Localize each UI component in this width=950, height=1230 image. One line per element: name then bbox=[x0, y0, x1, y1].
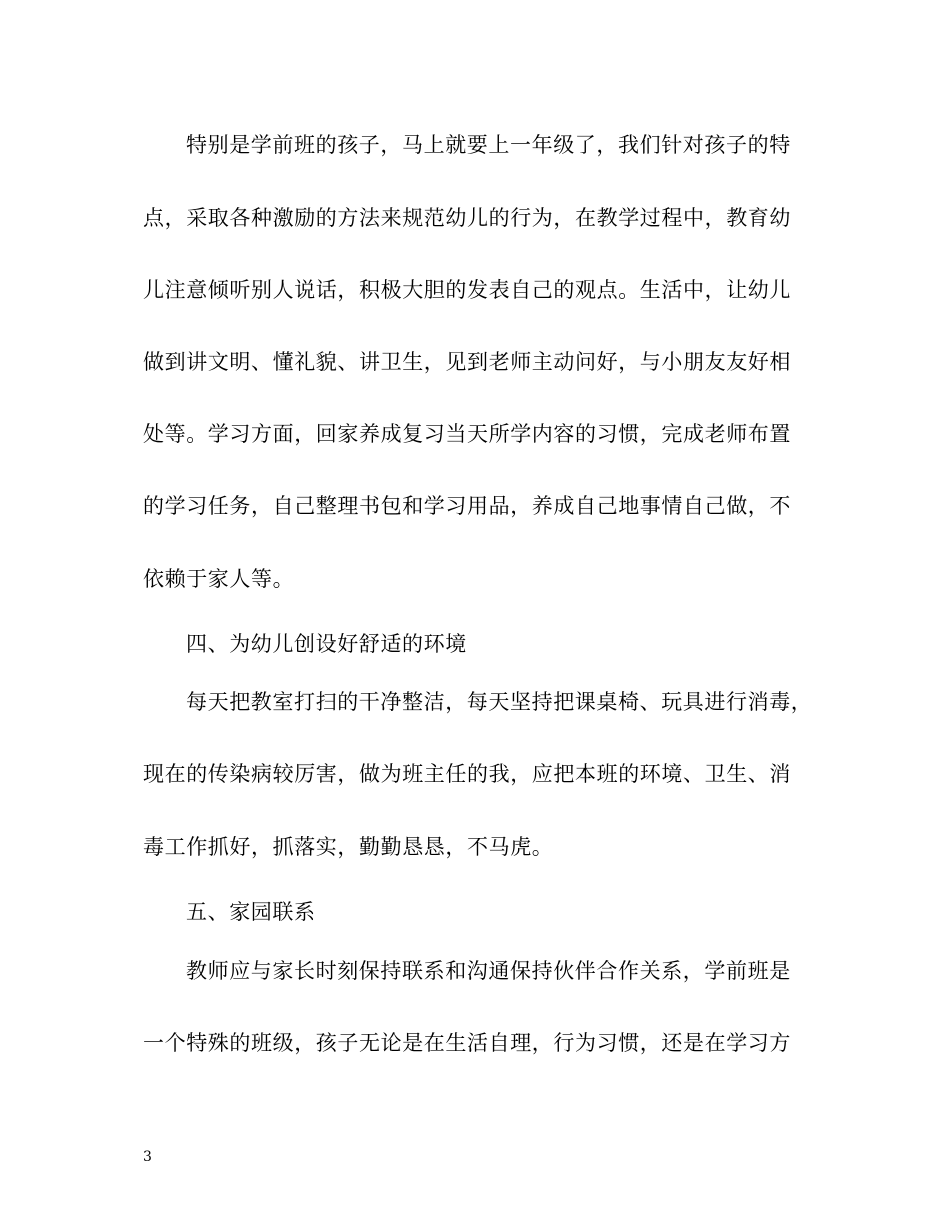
text-line: 特别是学前班的孩子，马上就要上一年级了，我们针对孩子的特 bbox=[186, 133, 791, 157]
page-number: 3 bbox=[143, 1149, 152, 1165]
text-line: 依赖于家人等。 bbox=[143, 567, 295, 591]
text-line: 处等。学习方面，回家养成复习当天所学内容的习惯，完成老师布置 bbox=[143, 422, 791, 446]
text-line: 现在的传染病较厉害，做为班主任的我，应把本班的环境、卫生、消 bbox=[143, 762, 791, 786]
section-heading: 五、家园联系 bbox=[186, 900, 316, 924]
section-heading: 四、为幼儿创设好舒适的环境 bbox=[186, 632, 467, 656]
text-line: 点，采取各种激励的方法来规范幼儿的行为，在教学过程中，教育幼 bbox=[143, 206, 791, 230]
text-line: 的学习任务，自己整理书包和学习用品，养成自己地事情自己做，不 bbox=[143, 494, 791, 518]
text-line: 儿注意倾听别人说话，积极大胆的发表自己的观点。生活中，让幼儿 bbox=[143, 278, 791, 302]
text-line: 做到讲文明、懂礼貌、讲卫生，见到老师主动问好，与小朋友友好相 bbox=[143, 350, 791, 374]
text-line: 教师应与家长时刻保持联系和沟通保持伙伴合作关系，学前班是 bbox=[186, 959, 791, 983]
text-line: 毒工作抓好，抓落实，勤勤恳恳，不马虎。 bbox=[143, 835, 554, 859]
text-line: 每天把教室打扫的干净整洁，每天坚持把课桌椅、玩具进行消毒， bbox=[186, 690, 813, 714]
text-line: 一个特殊的班级，孩子无论是在生活自理，行为习惯，还是在学习方 bbox=[143, 1031, 791, 1055]
